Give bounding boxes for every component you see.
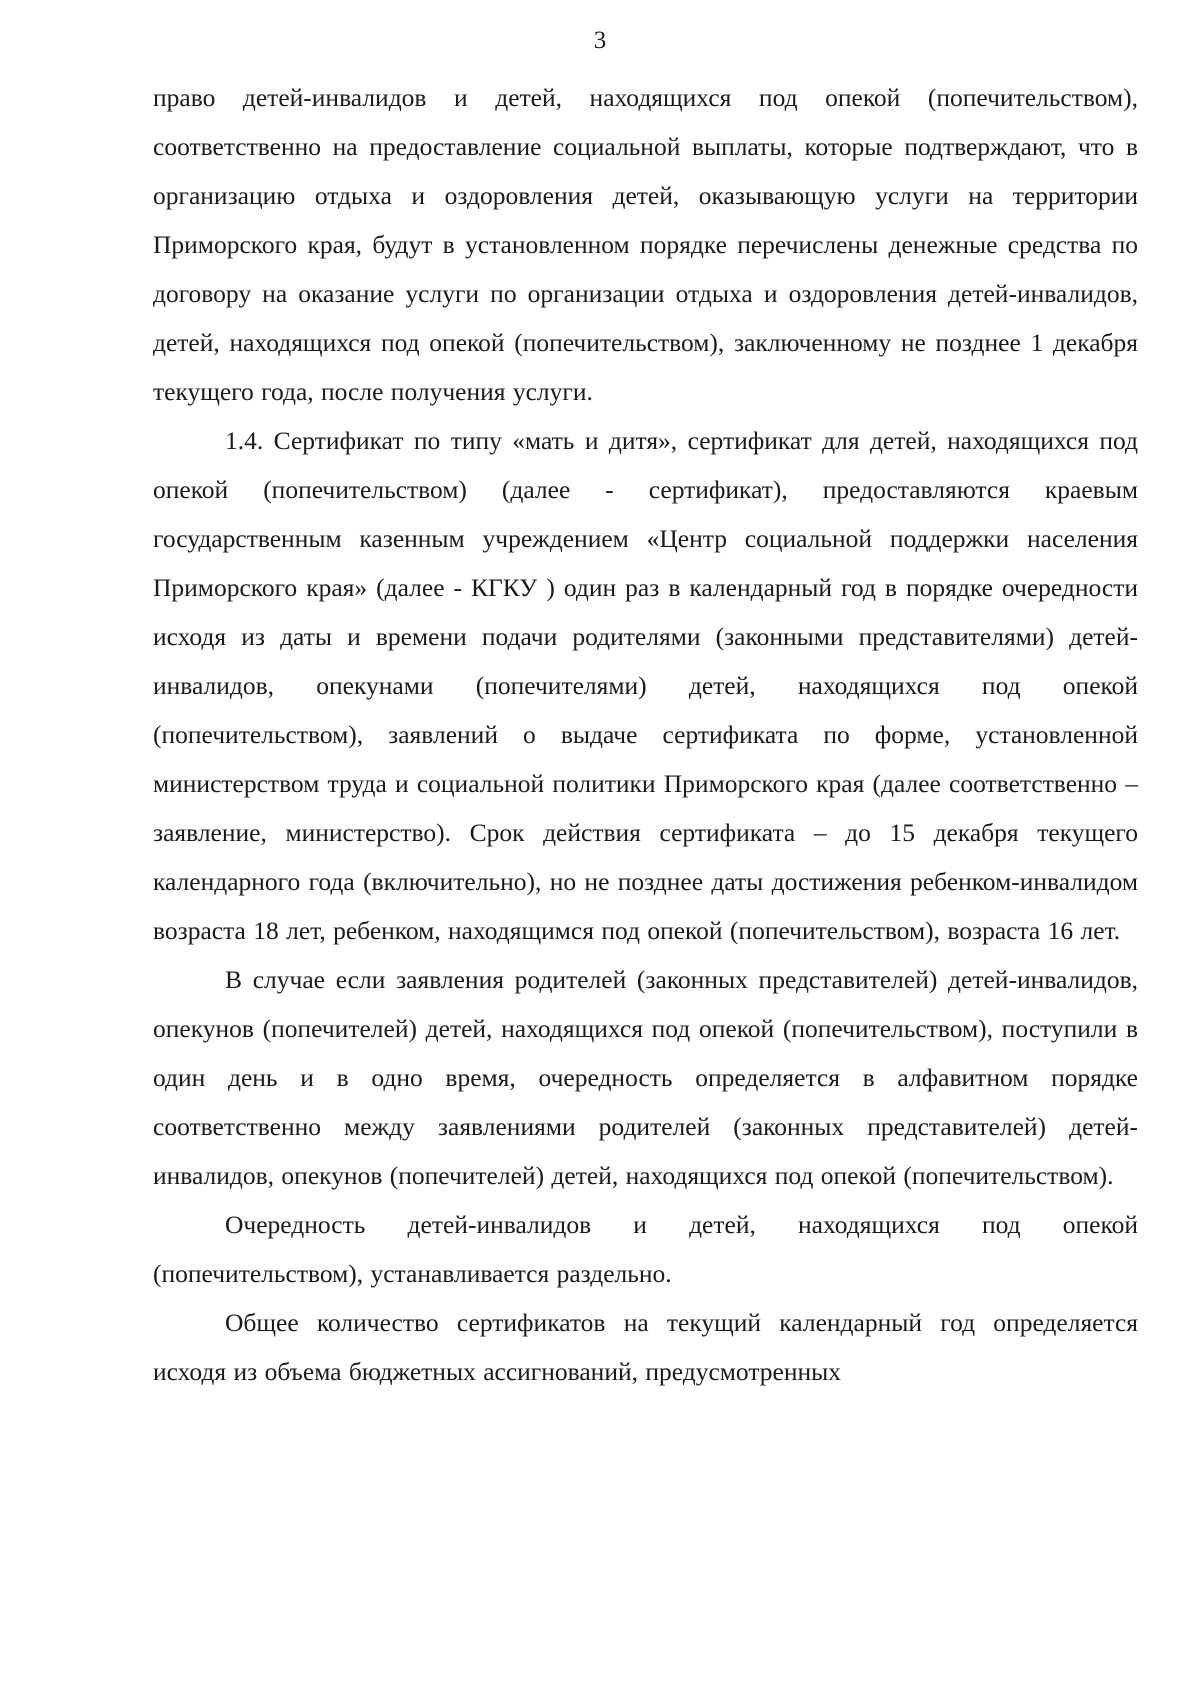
document-body <box>153 73 1138 1396</box>
paragraph-total-certificates: Общее количество сертификатов на текущий календарный год определяется исходя из объема бюджетных ассигнований, предусмотренных <box>153 1308 1138 1386</box>
paragraph-same-time-applications: В случае если заявления родителей (законных представителей) детей-инвалидов, опекунов (попечителей) детей, находящихся под опекой (попечительством), поступили в один день и в одно время, очередность определяется в алфавитном порядке соответственно между заявлениями родителей (законных представителей) детей-инвалидов, опекунов (попечителей) детей, находящихся под опекой (попечительством). <box>153 965 1138 1190</box>
paragraph-continuation: право детей-инвалидов и детей, находящихся под опекой (попечительством), соответственно на предоставление социальной выплаты, которые подтверждают, что в организацию отдыха и оздоровления детей, оказывающую услуги на территории Приморского края, будут в установленном порядке перечислены денежные средства по договору на оказание услуги по организации отдыха и оздоровления детей-инвалидов, детей, находящихся под опекой (попечительством), заключенному не позднее 1 декабря текущего года, после получения услуги. <box>153 83 1138 406</box>
paragraph-separate-queue: Очередность детей-инвалидов и детей, находящихся под опекой (попечительством), устанавливается раздельно. <box>153 1210 1138 1288</box>
paragraph-clause-1-4: 1.4. Сертификат по типу «мать и дитя», сертификат для детей, находящихся под опекой (попечительством) (далее - сертификат), предоставляются краевым государственным казенным учреждением «Центр социальной поддержки населения Приморского края» (далее - КГКУ ) один раз в календарный год в порядке очередности исходя из даты и времени подачи родителями (законными представителями) детей-инвалидов, опекунами (попечителями) детей, находящихся под опекой (попечительством), заявлений о выдаче сертификата по форме, установленной министерством труда и социальной политики Приморского края (далее соответственно – заявление, министерство). Срок действия сертификата – до 15 декабря текущего календарного года (включительно), но не позднее даты достижения ребенком-инвалидом возраста 18 лет, ребенком, находящимся под опекой (попечительством), возраста 16 лет. <box>153 426 1138 945</box>
page-number: 3 <box>593 27 607 54</box>
